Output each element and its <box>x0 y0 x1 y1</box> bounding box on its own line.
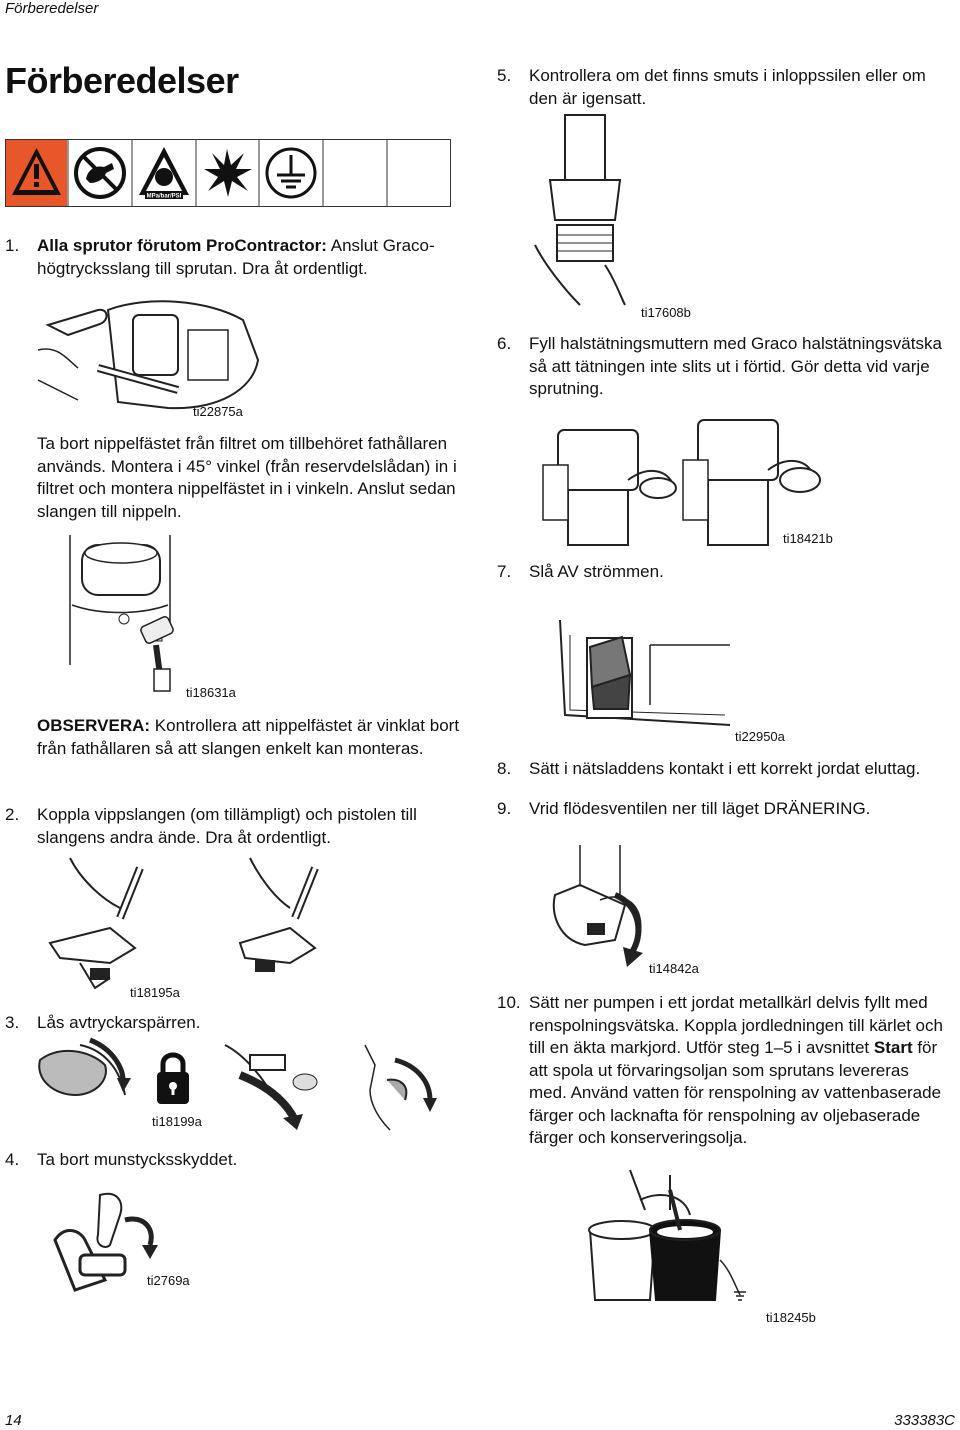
step-number: 6. <box>497 334 512 353</box>
figure-label: ti18421b <box>783 531 833 546</box>
step-7 <box>497 561 947 584</box>
warning-triangle-icon <box>5 139 68 207</box>
figure-label: ti18199a <box>152 1114 202 1129</box>
step-number: 8. <box>497 759 512 778</box>
step-number: 9. <box>497 799 512 818</box>
step-4-text: Ta bort munstycksskyddet. <box>37 1150 238 1169</box>
step-9-text: Vrid flödesventilen ner till läget DRÄNERING. <box>529 799 871 818</box>
step-number: 3. <box>5 1013 20 1032</box>
step-6-text: Fyll halstätningsmuttern med Graco halstätningsvätska så att tätningen inte slits ut i förtid. Gör detta vid varje sprutning. <box>529 334 942 398</box>
document-number: 333383C <box>894 1412 955 1429</box>
note <box>37 715 467 760</box>
filter-instructions: Ta bort nippelfästet från filtret om tillbehöret fathållaren används. Montera i 45° vinkel (från reservdelslådan) in i filtret och montera nippelfästet in i vinkeln. Anslut sedan slangen till nippeln. <box>37 434 457 521</box>
figure-label: ti22950a <box>735 729 785 744</box>
padlock-icon <box>157 1055 189 1104</box>
figure-prime-valve <box>545 845 675 970</box>
figure-spray-guns <box>40 858 340 998</box>
step-10 <box>497 992 947 1150</box>
warning-icon-strip <box>5 139 451 207</box>
no-hand-spray-icon <box>68 139 132 207</box>
step-7-text: Slå AV strömmen. <box>529 562 664 581</box>
step-3-text: Lås avtryckarspärren. <box>37 1013 201 1032</box>
step-4 <box>5 1149 455 1172</box>
figure-pump-in-bucket <box>570 1170 770 1310</box>
figure-label: ti14842a <box>649 961 699 976</box>
note-text: Kontrollera att nippelfästet är vinklat bort från fathållaren så att slangen enkelt kan monteras. <box>37 716 460 758</box>
step-9 <box>497 798 947 821</box>
step-number: 1. <box>5 236 20 255</box>
step-number: 7. <box>497 562 512 581</box>
step-5 <box>497 65 947 110</box>
explosion-icon <box>196 139 259 207</box>
figure-label: ti22875a <box>193 404 243 419</box>
step-2 <box>5 804 455 849</box>
step-8 <box>497 758 957 781</box>
step-10-bold: Start <box>873 1038 913 1057</box>
step-number: 10. <box>497 993 521 1012</box>
step-number: 2. <box>5 805 20 824</box>
figure-label: ti18245b <box>766 1310 816 1325</box>
pressure-gauge-icon <box>132 139 196 207</box>
step-1 <box>5 235 455 280</box>
step-1-bold: Alla sprutor förutom ProContractor: <box>37 236 327 255</box>
figure-label: ti18195a <box>130 985 180 1000</box>
step-6 <box>497 333 947 401</box>
ground-symbol-icon <box>259 139 323 207</box>
page-number: 14 <box>5 1412 22 1429</box>
step-5-text: Kontrollera om det finns smuts i inloppssilen eller om den är igensatt. <box>529 66 926 108</box>
step-10-text-a: Sätt ner pumpen i ett jordat metallkärl delvis fyllt med renspolningsvätska. Koppla jordledningen till kärlet och till en äkta markjord. Utför steg 1–5 i avsnittet <box>529 993 943 1057</box>
figure-sprayer-hose <box>38 290 268 420</box>
page-title: Förberedelser <box>5 60 239 101</box>
step-1-text: Anslut Graco-högtrycksslang till sprutan. Dra åt ordentligt. <box>37 236 435 278</box>
step-3 <box>5 1012 455 1035</box>
figure-power-switch <box>560 615 730 735</box>
pressure-units-text: MPa/bar/PSI <box>146 193 182 200</box>
step-2-text: Koppla vippslangen (om tillämpligt) och pistolen till slangens andra ände. Dra åt ordentligt. <box>37 805 417 847</box>
running-head: Förberedelser <box>5 0 99 17</box>
figure-trigger-lock <box>35 1040 445 1150</box>
figure-filter-nipple <box>60 535 260 695</box>
figure-throat-seal <box>538 410 838 550</box>
step-10-text-b: för att spola ut förvaringsoljan som sprutans levereras med. Använd vatten för renspolning av vattenbaserade färger och lacknafta för renspolning av oljebaserade färger och konserveringsolja. <box>529 1038 942 1147</box>
note-label: OBSERVERA: <box>37 716 151 735</box>
step-number: 4. <box>5 1150 20 1169</box>
figure-label: ti17608b <box>641 305 691 320</box>
figure-label: ti18631a <box>186 685 236 700</box>
figure-inlet-strainer <box>535 115 655 305</box>
step-8-text: Sätt i nätsladdens kontakt i ett korrekt jordat eluttag. <box>529 759 921 778</box>
step-number: 5. <box>497 66 512 85</box>
figure-label: ti2769a <box>147 1273 190 1288</box>
